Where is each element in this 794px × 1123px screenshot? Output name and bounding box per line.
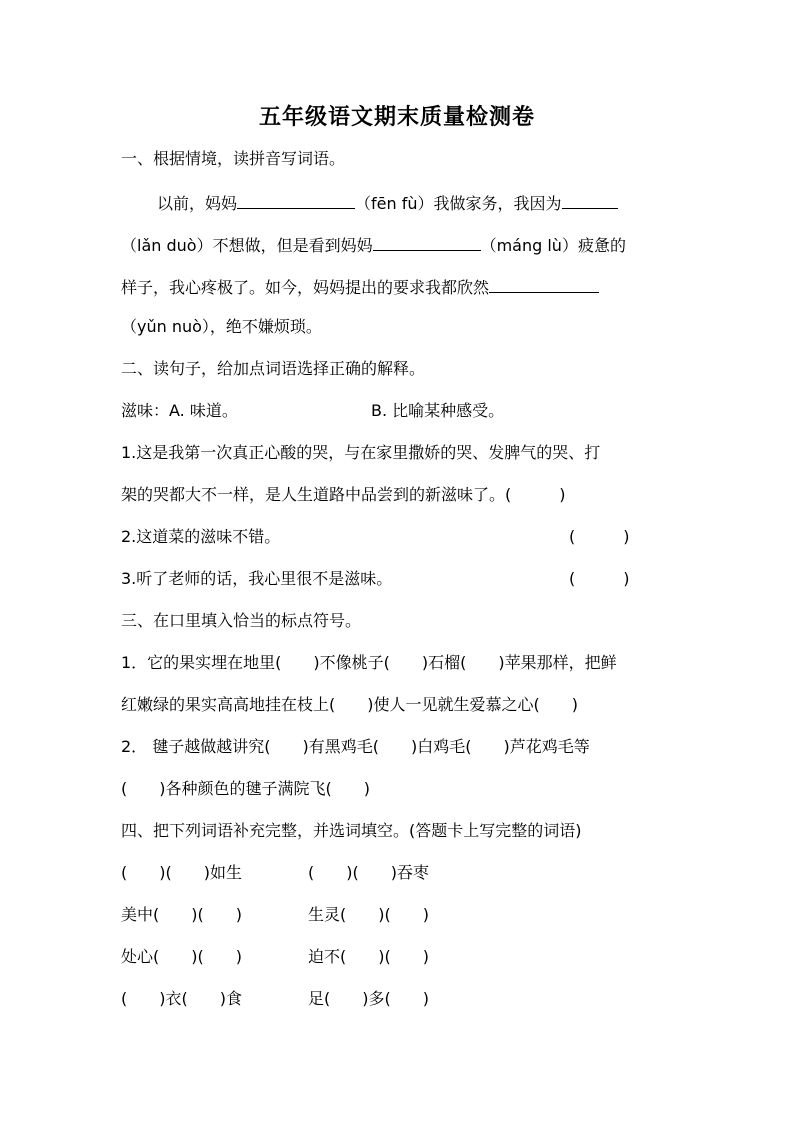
page-title: 五年级语文期末质量检测卷 <box>258 104 535 130</box>
section-2-heading: 二、读句子，给加点词语选择正确的解释。 <box>121 359 426 378</box>
idiom-item[interactable]: ( )( )如生 <box>121 863 242 882</box>
s1-text: 样子，我心疼极了。如今，妈妈提出的要求我都欣然 <box>121 278 490 297</box>
idiom-item[interactable]: ( )( )吞枣 <box>308 863 429 882</box>
question-3 <box>121 568 677 590</box>
idiom-item[interactable]: 处心( )( ) <box>121 947 242 966</box>
answer-blank-fenfu[interactable] <box>237 190 355 209</box>
punctuation-line-4: ( )各种颜色的毽子满院飞( ) <box>121 779 370 798</box>
s1-text: 以前，妈妈 <box>157 194 238 213</box>
answer-paren-q3[interactable]: ( ) <box>569 569 630 588</box>
s1-text: （máng lù）疲惫的 <box>480 236 626 255</box>
idiom-item[interactable]: 生灵( )( ) <box>308 905 429 924</box>
question-1-line-1: 1.这是我第一次真正心酸的哭，与在家里撒娇的哭、发脾气的哭、打 <box>121 443 601 462</box>
question-2 <box>121 526 677 548</box>
section-1-heading: 一、根据情境，读拼音写词语。 <box>121 149 346 168</box>
definition-a: 滋味：A. 味道。 <box>121 401 238 420</box>
idiom-item[interactable]: 迫不( )( ) <box>308 947 429 966</box>
idiom-item[interactable]: 美中( )( ) <box>121 905 242 924</box>
answer-blank-landuo[interactable] <box>562 190 618 209</box>
answer-blank-manglu[interactable] <box>373 232 481 251</box>
question-2-text: 2.这道菜的滋味不错。 <box>121 527 281 546</box>
idiom-item[interactable]: ( )衣( )食 <box>121 989 242 1008</box>
punctuation-line-2: 红嫩绿的果实高高地挂在枝上( )使人一见就生爱慕之心( ) <box>121 695 578 714</box>
idiom-item[interactable]: 足( )多( ) <box>308 989 429 1008</box>
section-4-heading: 四、把下列词语补充完整，并选词填空。(答题卡上写完整的词语) <box>121 821 582 840</box>
s1-line-2 <box>121 232 677 257</box>
s1-text: （fēn fù）我做家务，我因为 <box>355 194 562 213</box>
section-3-heading: 三、在口里填入恰当的标点符号。 <box>121 611 362 630</box>
answer-blank-yunnuo[interactable] <box>489 274 599 293</box>
answer-paren-q2[interactable]: ( ) <box>569 527 630 546</box>
s1-line-3 <box>121 274 677 299</box>
question-3-text: 3.听了老师的话，我心里很不是滋味。 <box>121 569 393 588</box>
punctuation-line-3: 2． 毽子越做越讲究( )有黑鸡毛( )白鸡毛( )芦花鸡毛等 <box>121 737 590 756</box>
definition-b: B. 比喻某种感受。 <box>371 401 505 420</box>
s1-line-1 <box>121 190 677 215</box>
punctuation-line-1: 1．它的果实埋在地里( )不像桃子( )石榴( )苹果那样，把鲜 <box>121 653 617 672</box>
question-1-line-2: 架的哭都大不一样，是人生道路中品尝到的新滋味了。( ) <box>121 485 566 504</box>
definition-row <box>121 400 677 422</box>
s1-line-4: （yǔn nuò），绝不嫌烦琐。 <box>121 317 322 336</box>
s1-text: （lǎn duò）不想做，但是看到妈妈 <box>121 236 373 255</box>
